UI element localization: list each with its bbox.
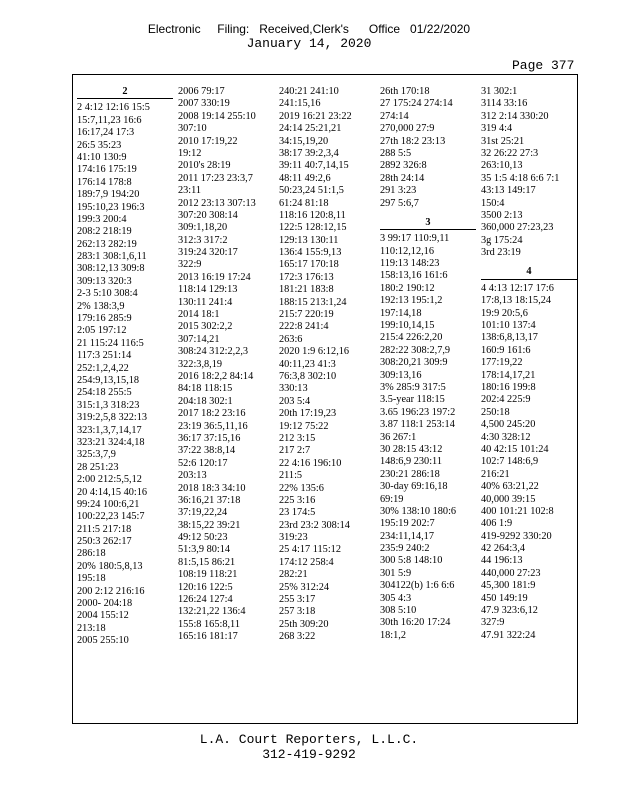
index-entry: 26th 170:18 <box>380 86 430 97</box>
index-entry: 2014 18:1 <box>178 309 220 321</box>
index-entry: 23rd 23:2 308:14 <box>279 519 350 531</box>
index-entry: 211:5 217:18 <box>77 523 132 535</box>
index-entry: 4,500 245:20 <box>481 419 536 431</box>
index-entry: 308:20,21 309:9 <box>380 357 448 369</box>
index-entry: 215:7 220:19 <box>279 309 334 321</box>
index-entry: 3500 2:13 <box>481 209 523 221</box>
index-entry: 119:13 148:23 <box>380 258 440 270</box>
index-entry: 255 3:17 <box>279 594 316 606</box>
index-entry: 225 3:16 <box>279 494 316 506</box>
index-entry: 450 149:19 <box>481 592 528 604</box>
index-entry: 35 1:5 4:18 6:6 7:1 <box>481 172 560 184</box>
index-entry: 180:2 190:12 <box>380 282 435 294</box>
index-entry: 297 5:6,7 <box>380 197 419 209</box>
index-entry: 23:19 36:5,11,16 <box>178 420 248 432</box>
index-entry: 312:3 317:2 <box>178 234 228 246</box>
index-entry: 36 267:1 <box>380 431 417 443</box>
index-entry: 254:9,13,15,18 <box>77 374 140 386</box>
index-entry: 120:16 122:5 <box>178 581 233 593</box>
index-entry: 22% 135:6 <box>279 482 324 494</box>
index-entry: 44 196:13 <box>481 555 523 567</box>
index-entry: 17:8,13 18:15,24 <box>481 295 552 307</box>
index-entry: 179:16 285:9 <box>77 313 132 325</box>
index-entry: 322:3,8,19 <box>178 358 223 370</box>
index-entry: 52:6 120:17 <box>178 457 228 469</box>
index-entry: 102:7 148:6,9 <box>481 456 539 468</box>
index-entry: 215:4 226:2,20 <box>380 332 443 344</box>
index-entry: 263:6 <box>279 333 303 345</box>
index-entry: 309:1,18,20 <box>178 222 228 234</box>
index-entry: 69:19 <box>380 493 404 505</box>
index-entry: 217 2:7 <box>279 445 311 457</box>
index-entry: 315:1,3 318:23 <box>77 399 140 411</box>
index-entry: 130:11 241:4 <box>178 296 233 308</box>
index-entry: 118:16 120:8,11 <box>279 209 346 221</box>
index-entry: 2005 255:10 <box>77 635 129 647</box>
index-entry: 252:1,2,4,22 <box>77 362 129 374</box>
index-entry: 176:14 178:8 <box>77 176 132 188</box>
index-section-heading: 4 <box>481 266 577 279</box>
index-entry: 21 115:24 116:5 <box>77 337 144 349</box>
index-entry: 309:13,16 <box>380 369 422 381</box>
index-entry: 27th 18:2 23:13 <box>380 135 446 147</box>
index-entry: 22 4:16 196:10 <box>279 457 342 469</box>
index-entry: 400 101:21 102:8 <box>481 505 554 517</box>
index-entry: 172:3 176:13 <box>279 271 334 283</box>
index-entry: 307:20 308:14 <box>178 209 238 221</box>
index-entry: 2006 79:17 <box>178 86 225 97</box>
index-entry: 20th 17:19,23 <box>279 408 337 420</box>
index-entry: 308:24 312:2,2,3 <box>178 346 249 358</box>
index-entry: 19:12 <box>178 147 202 159</box>
index-entry: 250:18 <box>481 406 510 418</box>
index-entry: 263:10,13 <box>481 160 523 172</box>
index-entry: 4 4:13 12:17 17:6 <box>481 282 554 294</box>
index-entry: 30th 16:20 17:24 <box>380 617 451 629</box>
index-entry: 155:8 165:8,11 <box>178 618 240 630</box>
index-entry: 2018 18:3 34:10 <box>178 482 246 494</box>
index-entry: 2:05 197:12 <box>77 325 127 337</box>
index-entry: 330:13 <box>279 383 308 395</box>
index-entry: 51:3,9 80:14 <box>178 544 231 556</box>
index-entry: 288 5:5 <box>380 147 412 159</box>
index-entry: 76:3,8 302:10 <box>279 370 337 382</box>
index-entry: 40% 63:21,22 <box>481 481 539 493</box>
index-entry: 25% 312:24 <box>279 581 330 593</box>
index-entry: 268 3:22 <box>279 631 316 643</box>
section-spacer <box>380 210 476 217</box>
index-entry: 48:11 49:2,6 <box>279 172 331 184</box>
index-entry: 2013 16:19 17:24 <box>178 271 251 283</box>
index-entry: 308:12,13 309:8 <box>77 263 145 275</box>
index-entry: 323:1,3,7,14,17 <box>77 424 142 436</box>
index-entry: 203 5:4 <box>279 395 311 407</box>
index-entry: 200 2:12 216:16 <box>77 585 145 597</box>
index-entry: 30-day 69:16,18 <box>380 481 448 493</box>
index-entry: 360,000 27:23,23 <box>481 222 554 234</box>
index-entry: 307:10 <box>178 123 207 135</box>
index-entry: 3.65 196:23 197:2 <box>380 406 456 418</box>
index-entry: 440,000 27:23 <box>481 567 541 579</box>
index-entry: 37:22 38:8,14 <box>178 445 236 457</box>
index-entry: 26:5 35:23 <box>77 139 122 151</box>
index-entry: 118:14 129:13 <box>178 284 238 296</box>
index-entry: 230:21 286:18 <box>380 468 440 480</box>
index-entry: 192:13 195:1,2 <box>380 295 443 307</box>
index-entry: 202:4 225:9 <box>481 394 531 406</box>
index-entry: 99:24 100:6,21 <box>77 498 140 510</box>
index-entry: 274:14 <box>380 110 409 122</box>
index-entry: 38:15,22 39:21 <box>178 519 241 531</box>
index-entry: 15:7,11,23 16:6 <box>77 114 142 126</box>
index-entry: 222:8 241:4 <box>279 321 329 333</box>
index-entry: 132:21,22 136:4 <box>178 606 246 618</box>
index-entry: 262:13 282:19 <box>77 238 137 250</box>
index-entry: 195:19 202:7 <box>380 518 435 530</box>
index-entry: 300 5:8 148:10 <box>380 555 443 567</box>
reporter-company: L.A. Court Reporters, L.L.C. <box>199 732 419 747</box>
index-entry: 286:18 <box>77 548 106 560</box>
index-entry: 160:9 161:6 <box>481 344 531 356</box>
index-entry: 4:30 328:12 <box>481 431 531 443</box>
index-entry: 327:9 <box>481 617 505 629</box>
index-entry: 208:2 218:19 <box>77 226 132 238</box>
index-entry: 40 42:15 101:24 <box>481 443 549 455</box>
index-entry: 16:17,24 17:3 <box>77 127 135 139</box>
index-entry: 45,300 181:9 <box>481 580 536 592</box>
filing-stamp: Electronic Filing: Received,Clerk's Office 01/22/2020 <box>147 22 471 36</box>
index-entry: 212 3:15 <box>279 432 316 444</box>
index-entry: 419-9292 330:20 <box>481 530 552 542</box>
index-entry: 20% 180:5,8,13 <box>77 560 143 572</box>
index-entry: 203:13 <box>178 470 207 482</box>
index-column-4 <box>380 86 476 642</box>
index-entry: 34:15,19,20 <box>279 135 329 147</box>
index-entry: 47.91 322:24 <box>481 629 536 641</box>
index-entry: 2010's 28:19 <box>178 160 231 172</box>
index-entry: 25th 309:20 <box>279 618 329 630</box>
index-entry: 25 4:17 115:12 <box>279 544 341 556</box>
page-number: Page 377 <box>512 58 575 73</box>
index-section-heading: 3 <box>380 217 476 230</box>
index-entry: 148:6,9 230:11 <box>380 456 442 468</box>
index-entry: 136:4 155:9,13 <box>279 247 342 259</box>
index-entry: 110:12,12,16 <box>380 245 434 257</box>
index-entry: 241:15,16 <box>279 98 321 110</box>
index-entry: 165:17 170:18 <box>279 259 339 271</box>
index-entry: 20 4:14,15 40:16 <box>77 486 148 498</box>
index-entry: 3.5-year 118:15 <box>380 394 445 406</box>
index-entry: 3 99:17 110:9,11 <box>380 233 450 245</box>
index-entry: 307:14,21 <box>178 333 220 345</box>
index-entry: 150:4 <box>481 197 505 209</box>
index-entry: 50:23,24 51:1,5 <box>279 185 344 197</box>
index-entry: 100:22,23 145:7 <box>77 511 145 523</box>
index-column-1 <box>77 86 173 648</box>
index-entry: 3.87 118:1 253:14 <box>380 419 455 431</box>
index-entry: 204:18 302:1 <box>178 395 233 407</box>
index-entry: 197:14,18 <box>380 307 422 319</box>
index-entry: 323:21 324:4,18 <box>77 436 145 448</box>
index-entry: 283:1 308:1,6,11 <box>77 251 147 263</box>
index-entry: 189:7,9 194:20 <box>77 189 140 201</box>
index-entry: 2000- 204:18 <box>77 598 133 610</box>
index-entry: 312 2:14 330:20 <box>481 110 549 122</box>
index-entry: 3g 175:24 <box>481 234 523 246</box>
index-entry: 40,000 39:15 <box>481 493 536 505</box>
index-entry: 195:18 <box>77 573 106 585</box>
index-entry: 36:17 37:15,16 <box>178 432 241 444</box>
index-entry: 257 3:18 <box>279 606 316 618</box>
index-entry: 2% 138:3,9 <box>77 300 125 312</box>
index-entry: 27 175:24 274:14 <box>380 98 453 110</box>
index-entry: 61:24 81:18 <box>279 197 329 209</box>
index-entry: 28 251:23 <box>77 461 119 473</box>
index-entry: 2015 302:2,2 <box>178 321 233 333</box>
index-entry: 138:6,8,13,17 <box>481 332 538 344</box>
index-entry: 2016 18:2,2 84:14 <box>178 370 254 382</box>
index-entry: 32 26:22 27:3 <box>481 147 539 159</box>
section-spacer <box>481 259 577 266</box>
index-entry: 254:18 255:5 <box>77 387 132 399</box>
index-entry: 282:22 308:2,7,9 <box>380 344 451 356</box>
index-entry: 39:11 40:7,14,15 <box>279 160 349 172</box>
index-entry: 41:10 130:9 <box>77 151 127 163</box>
index-entry: 2011 17:23 23:3,7 <box>178 172 253 184</box>
index-entry: 282:21 <box>279 569 308 581</box>
index-entry: 158:13,16 161:6 <box>380 270 448 282</box>
index-column-2 <box>178 86 274 644</box>
index-entry: 325:3,7,9 <box>77 449 116 461</box>
index-entry: 305 4:3 <box>380 592 412 604</box>
index-entry: 322:9 <box>178 259 202 271</box>
index-entry: 28th 24:14 <box>380 172 425 184</box>
index-entry: 165:16 181:17 <box>178 631 238 643</box>
index-entry: 37:19,22,24 <box>178 507 228 519</box>
index-entry: 2010 17:19,22 <box>178 135 238 147</box>
index-entry: 117:3 251:14 <box>77 350 132 362</box>
index-entry: 47.9 323:6,12 <box>481 605 538 617</box>
index-entry: 174:16 175:19 <box>77 164 137 176</box>
index-entry: 195:10,23 196:3 <box>77 201 145 213</box>
index-entry: 216:21 <box>481 468 510 480</box>
index-entry: 3rd 23:19 <box>481 247 521 259</box>
index-entry: 49:12 50:23 <box>178 532 228 544</box>
index-entry: 101:10 137:4 <box>481 320 536 332</box>
index-entry: 129:13 130:11 <box>279 234 339 246</box>
index-entry: 30% 138:10 180:6 <box>380 505 457 517</box>
index-entry: 108:19 118:21 <box>178 569 238 581</box>
index-entry: 126:24 127:4 <box>178 594 233 606</box>
index-entry: 2 4:12 12:16 15:5 <box>77 102 150 114</box>
index-entry: 174:12 258:4 <box>279 556 334 568</box>
index-entry: 199:3 200:4 <box>77 213 127 225</box>
index-entry: 177:19,22 <box>481 357 523 369</box>
index-entry: 2-3 5:10 308:4 <box>77 288 138 300</box>
index-entry: 301 5:9 <box>380 567 412 579</box>
index-entry: 43:13 149:17 <box>481 185 536 197</box>
index-entry: 319 4:4 <box>481 123 513 135</box>
index-entry: 23 174:5 <box>279 507 316 519</box>
index-entry: 38:17 39:2,3,4 <box>279 147 339 159</box>
index-entry: 2004 155:12 <box>77 610 129 622</box>
index-entry: 2008 19:14 255:10 <box>178 110 256 122</box>
index-entry: 2012 23:13 307:13 <box>178 197 256 209</box>
index-entry: 188:15 213:1,24 <box>279 296 347 308</box>
index-entry: 250:3 262:17 <box>77 536 132 548</box>
reporter-phone: 312-419-9292 <box>262 747 356 762</box>
index-entry: 81:5,15 86:21 <box>178 556 236 568</box>
index-entry: 40:11,23 41:3 <box>279 358 336 370</box>
index-entry: 2:00 212:5,5,12 <box>77 474 142 486</box>
index-entry: 319:24 320:17 <box>178 247 238 259</box>
index-entry: 270,000 27:9 <box>380 123 435 135</box>
index-entry: 2892 326:8 <box>380 160 427 172</box>
index-entry: 122:5 128:12,15 <box>279 222 347 234</box>
index-column-5 <box>481 86 577 642</box>
index-entry: 213:18 <box>77 622 106 634</box>
index-entry: 2007 330:19 <box>178 98 230 110</box>
index-entry: 84:18 118:15 <box>178 383 233 395</box>
index-entry: 24:14 25:21,21 <box>279 123 342 135</box>
index-entry: 2019 16:21 23:22 <box>279 110 352 122</box>
index-entry: 3% 285:9 317:5 <box>380 381 446 393</box>
index-entry: 19:9 20:5,6 <box>481 307 528 319</box>
index-entry: 2017 18:2 23:16 <box>178 408 246 420</box>
index-entry: 42 264:3,4 <box>481 543 526 555</box>
index-entry: 31st 25:21 <box>481 135 525 147</box>
index-entry: 181:21 183:8 <box>279 284 334 296</box>
index-entry: 180:16 199:8 <box>481 381 536 393</box>
index-entry: 3114 33:16 <box>481 98 528 110</box>
index-entry: 240:21 241:10 <box>279 86 339 97</box>
index-entry: 291 3:23 <box>380 185 417 197</box>
index-entry: 308 5:10 <box>380 605 417 617</box>
index-entry: 31 302:1 <box>481 86 518 97</box>
index-column-3 <box>279 86 375 644</box>
index-entry: 211:5 <box>279 470 303 482</box>
index-entry: 406 1:9 <box>481 518 513 530</box>
index-entry: 199:10,14,15 <box>380 320 435 332</box>
index-entry: 30 28:15 43:12 <box>380 443 443 455</box>
index-entry: 319:23 <box>279 532 308 544</box>
index-entry: 18:1,2 <box>380 629 407 641</box>
index-entry: 2020 1:9 6:12,16 <box>279 346 350 358</box>
hearing-date: January 14, 2020 <box>246 36 372 51</box>
index-entry: 235:9 240:2 <box>380 543 430 555</box>
index-entry: 319:2,5,8 322:13 <box>77 412 148 424</box>
index-section-heading: 2 <box>77 86 173 99</box>
index-entry: 309:13 320:3 <box>77 275 132 287</box>
index-entry: 234:11,14,17 <box>380 530 434 542</box>
index-entry: 23:11 <box>178 185 202 197</box>
index-entry: 178:14,17,21 <box>481 369 536 381</box>
index-entry: 36:16,21 37:18 <box>178 494 241 506</box>
index-entry: 304122(b) 1:6 6:6 <box>380 580 455 592</box>
index-entry: 19:12 75:22 <box>279 420 329 432</box>
